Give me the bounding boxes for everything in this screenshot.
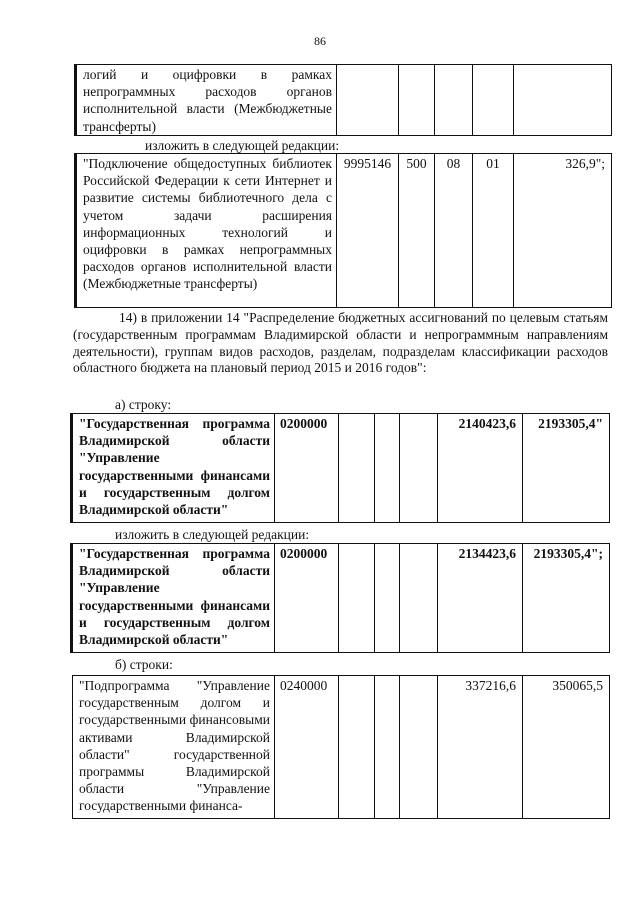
page-number: 86 [314, 34, 326, 48]
table-cell-empty [400, 414, 438, 523]
table-cell-code [337, 65, 399, 136]
table-cell-code: 0200000 [275, 414, 339, 523]
table-cell-rz [435, 65, 473, 136]
paragraph-14: 14) в приложении 14 "Распределение бюджетных ассигнований по целевым статьям (государственным программам Владимирской области и непрограммным направлениям деятельности), группам видов расходов, разделам, подразделам классификации расходов областного бюджета на плановый период 2015 и 2016 годов": [73, 310, 608, 376]
table-cell-2015: 337216,6 [438, 676, 523, 819]
table-cell-description: "Государственная программа Владимирской области "Управление государственными финансами и государственным долгом Владимирской области" [73, 544, 275, 653]
table-old-row-continuation [76, 64, 612, 136]
table-cell-empty [339, 414, 375, 523]
table-cell-rz: 08 [435, 154, 473, 308]
table-cell-description: логий и оцифровки в рамках непрограммных расходов органов исполнительной власти (Межбюджетные трансферты) [77, 65, 337, 136]
margin-mark [74, 153, 77, 308]
table-row-a-original [72, 413, 610, 523]
table-cell-empty [339, 544, 375, 653]
label-a-row: а) строку: [115, 397, 172, 412]
table-cell-pr: 01 [473, 154, 514, 308]
table-cell-empty [400, 544, 438, 653]
margin-mark [70, 413, 73, 523]
label-b-rows: б) строки: [115, 657, 173, 672]
table-cell-amount: 326,9"; [514, 154, 612, 308]
table-cell-amount [514, 65, 612, 136]
table-cell-empty [375, 414, 400, 523]
edit-instruction-2: изложить в следующей редакции: [115, 527, 310, 542]
table-row-a-new [72, 543, 610, 653]
table-cell-description: "Государственная программа Владимирской области "Управление государственными финансами и государственным долгом Владимирской области" [73, 414, 275, 523]
table-cell-code: 0240000 [275, 676, 339, 819]
table-cell-vr: 500 [399, 154, 435, 308]
margin-mark [70, 543, 73, 653]
table-cell-description: "Подпрограмма "Управление государственным долгом и государственными финансовыми активами Владимирской области" государственной программы Владимирской области "Управление государственными финанса- [73, 676, 275, 819]
table-new-row [76, 153, 612, 308]
table-cell-2016: 2193305,4" [523, 414, 610, 523]
table-cell-code: 0200000 [275, 544, 339, 653]
table-row-b-original [72, 675, 610, 819]
table-cell-code: 9995146 [337, 154, 399, 308]
table-cell-2015: 2134423,6 [438, 544, 523, 653]
table-cell-2016: 2193305,4"; [523, 544, 610, 653]
table-cell-empty [339, 676, 375, 819]
margin-mark [74, 64, 77, 136]
table-cell-2016: 350065,5 [523, 676, 610, 819]
table-cell-pr [473, 65, 514, 136]
table-cell-empty [375, 544, 400, 653]
table-cell-vr [399, 65, 435, 136]
table-cell-empty [375, 676, 400, 819]
table-cell-empty [400, 676, 438, 819]
table-cell-2015: 2140423,6 [438, 414, 523, 523]
edit-instruction-1: изложить в следующей редакции: [145, 138, 340, 153]
table-cell-description: "Подключение общедоступных библиотек Российской Федерации к сети Интернет и развитие системы библиотечного дела с учетом задачи расширения информационных технологий и оцифровки в рамках непрограммных расходов органов исполнительной власти (Межбюджетные трансферты) [77, 154, 337, 308]
